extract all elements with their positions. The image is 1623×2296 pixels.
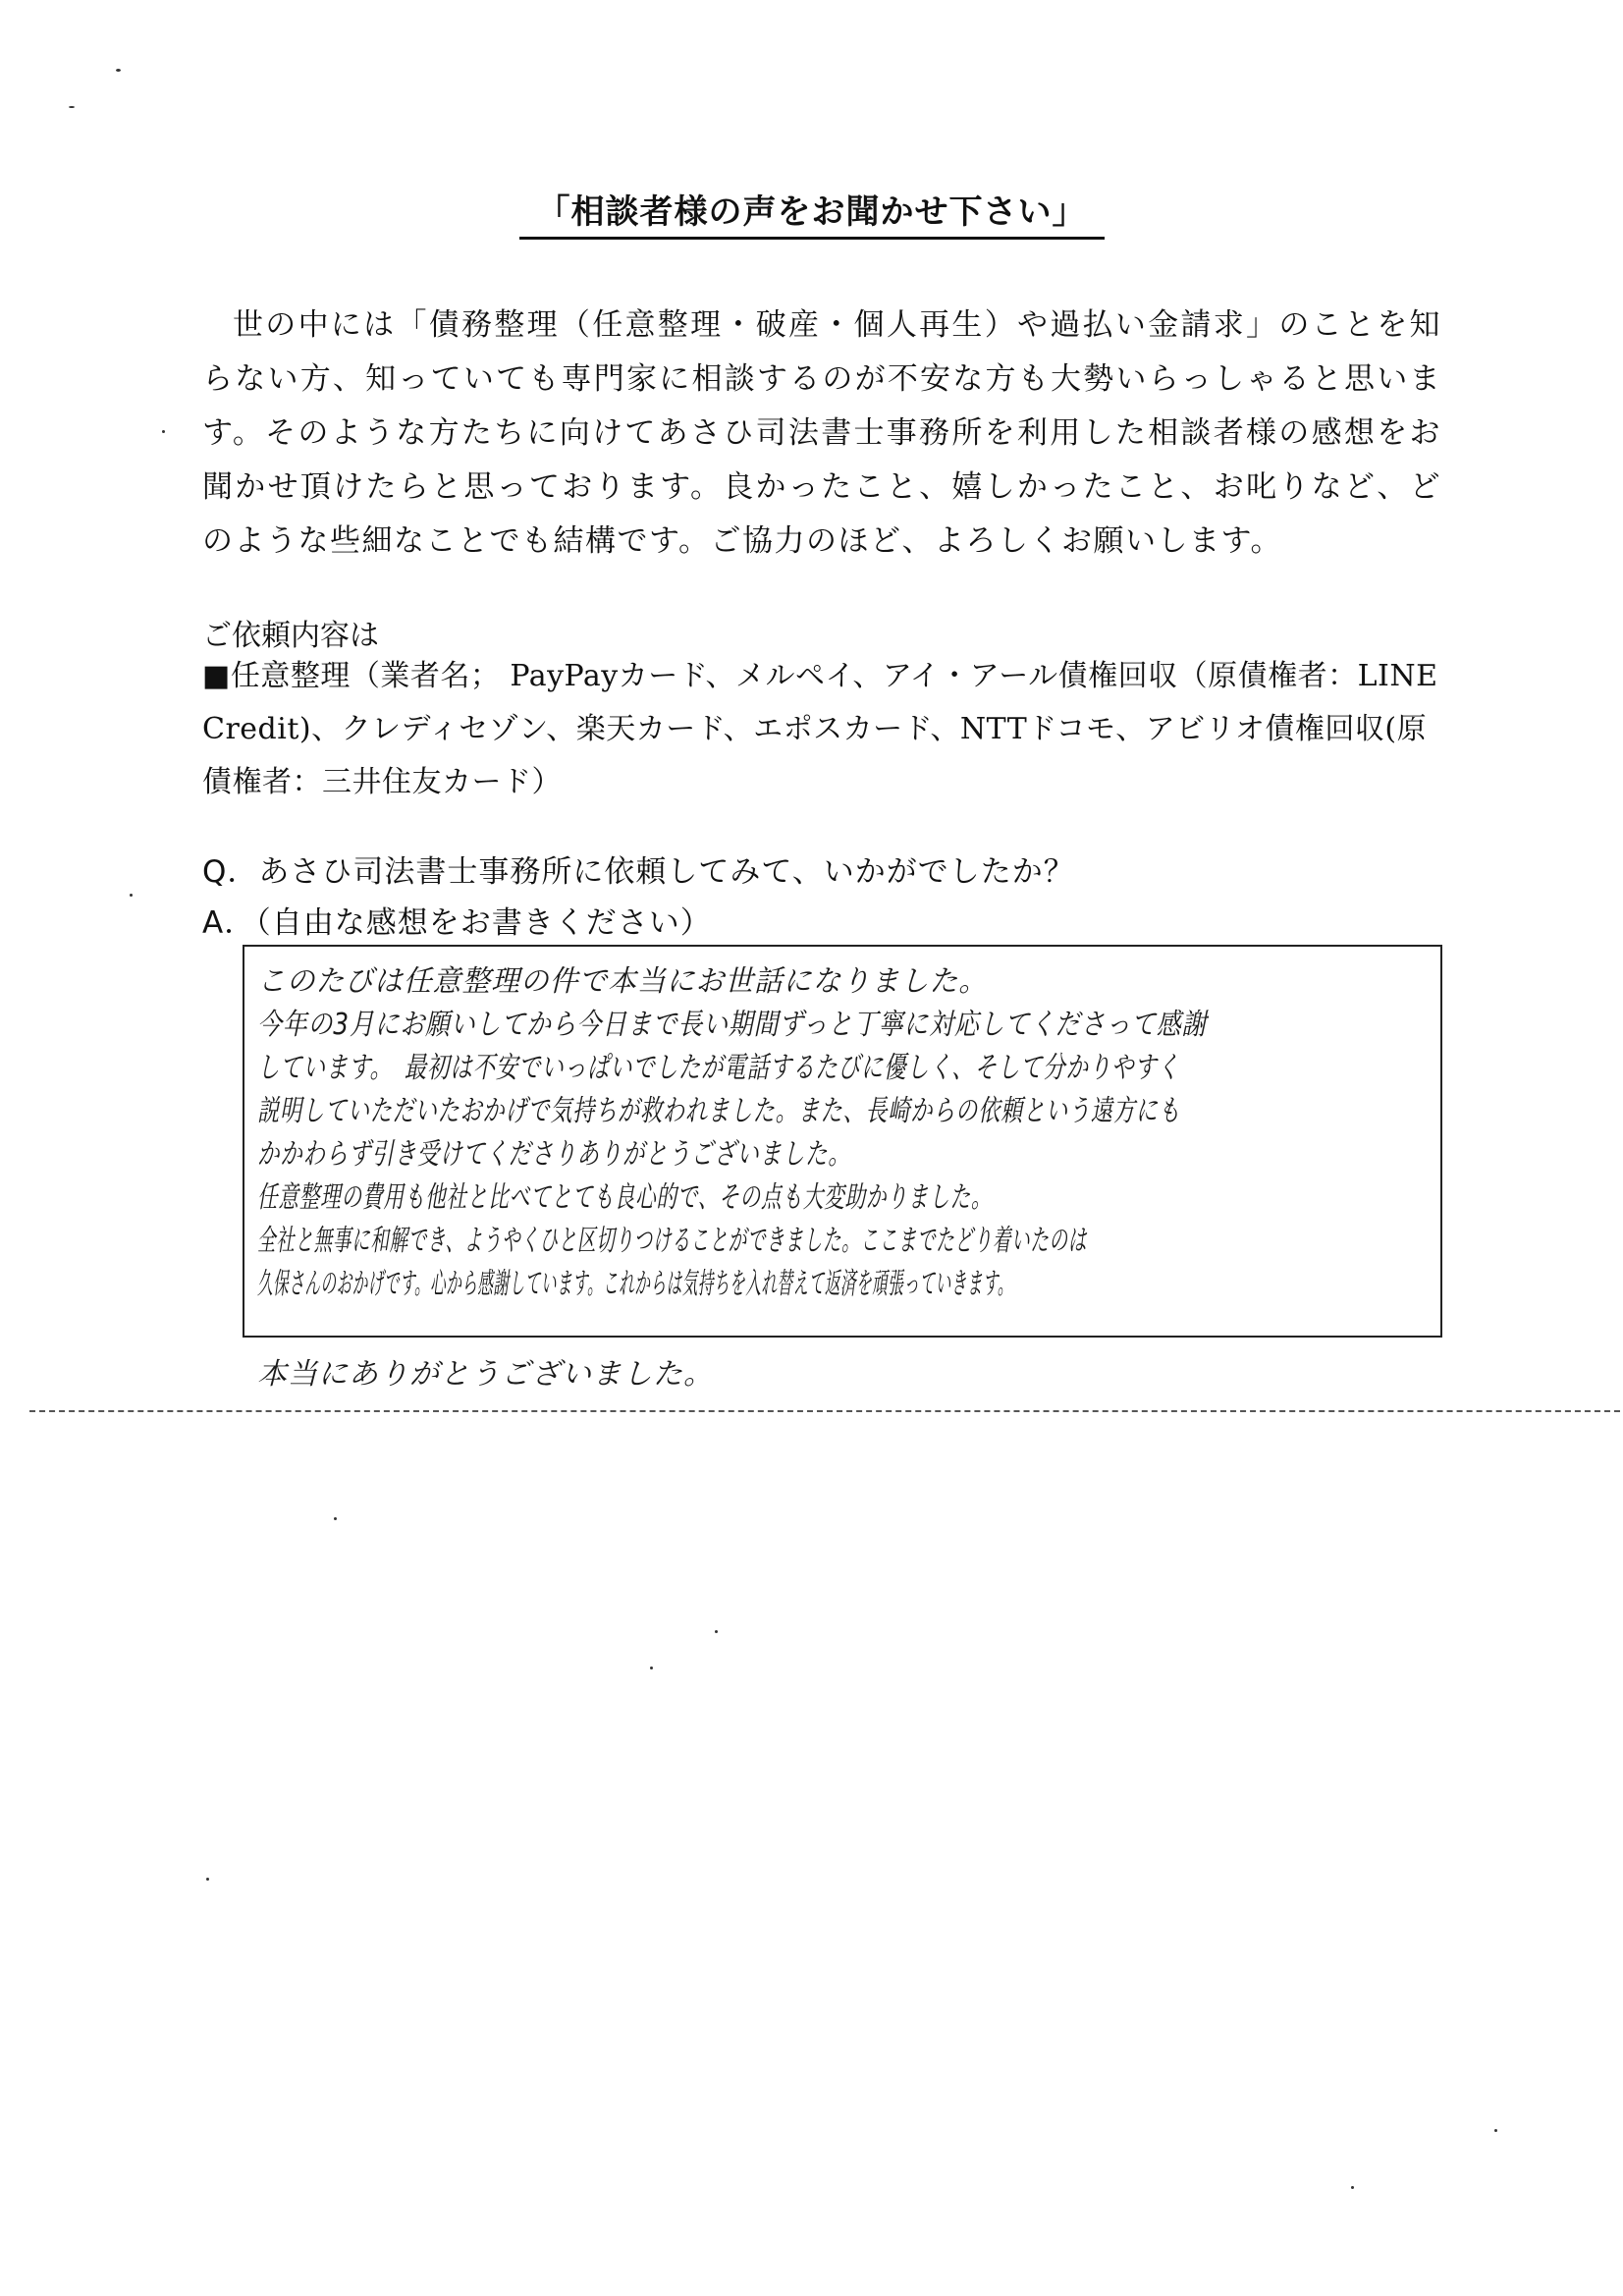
request-label: ご依頼内容は (202, 619, 379, 653)
scan-speck (69, 106, 75, 108)
question-text: Q．あさひ司法書士事務所に依頼してみて、いかがでしたか？ (202, 854, 1075, 890)
scan-speck (650, 1667, 653, 1669)
request-details: ■任意整理（業者名； PayPayカード、メルペイ、アイ・アール債権回収（原債権者：LINE Credit)、クレディセゾン、楽天カード、エポスカード、NTTドコモ、アビリオ債権回収(原債権者：三井住友カード） (202, 659, 1438, 799)
intro-paragraph: 世の中には「債務整理（任意整理・破産・個人再生）や過払い金請求」のことを知らない方、知っていても専門家に相談するのが不安な方も大勢いらっしゃると思います。そのような方たちに向けてあさひ司法書士事務所を利用した相談者様の感想をお聞かせ頂けたらと思っております。良かったこと、嬉しかったこと、お叱りなど、どのような些細なことでも結構です。ご協力のほど、よろしくお願いします。 (202, 307, 1441, 559)
scan-speck (1351, 2186, 1354, 2189)
handwritten-closing: 本当にありがとうございました。 (257, 1357, 714, 1392)
handwritten-line: 全社と無事に和解でき、ようやくひと区切りつけることができました。ここまでたどり着いたのは (257, 1224, 1087, 1258)
handwritten-line: 今年の3月にお願いしてから今日まで長い期間ずっと丁寧に対応してくださって感謝 (257, 1008, 1208, 1042)
cut-line (29, 1410, 1620, 1412)
handwritten-line: かかわらず引き受けてくださりありがとうございました。 (257, 1137, 851, 1172)
scan-speck (116, 69, 121, 72)
scan-speck (130, 894, 133, 897)
page-title (0, 185, 1623, 240)
scan-speck (334, 1517, 337, 1520)
scan-speck (715, 1630, 718, 1633)
handwritten-line: 任意整理の費用も他社と比べてとても良心的で、その点も大変助かりました。 (257, 1180, 993, 1215)
handwritten-line: 説明していただいたおかげで気持ちが救われました。また、長崎からの依頼という遠方にも (257, 1094, 1181, 1128)
scan-speck (162, 430, 165, 433)
scan-speck (206, 1878, 209, 1881)
answer-label: A．（自由な感想をお書きください） (202, 905, 712, 941)
scan-speck (1494, 2129, 1497, 2132)
page-title-text: 「相談者様の声をお聞かせ下さい」 (519, 185, 1105, 240)
handwritten-line: 久保さんのおかげです。心から感謝しています。これからは気持ちを入れ替えて返済を頑張っていきます。 (257, 1267, 1014, 1301)
handwritten-line: このたびは任意整理の件で本当にお世話になりました。 (257, 964, 988, 999)
handwritten-line: しています。 最初は不安でいっぱいでしたが電話するたびに優しく、そして分かりやすく (257, 1051, 1180, 1085)
handwritten-answer (257, 960, 1455, 1306)
